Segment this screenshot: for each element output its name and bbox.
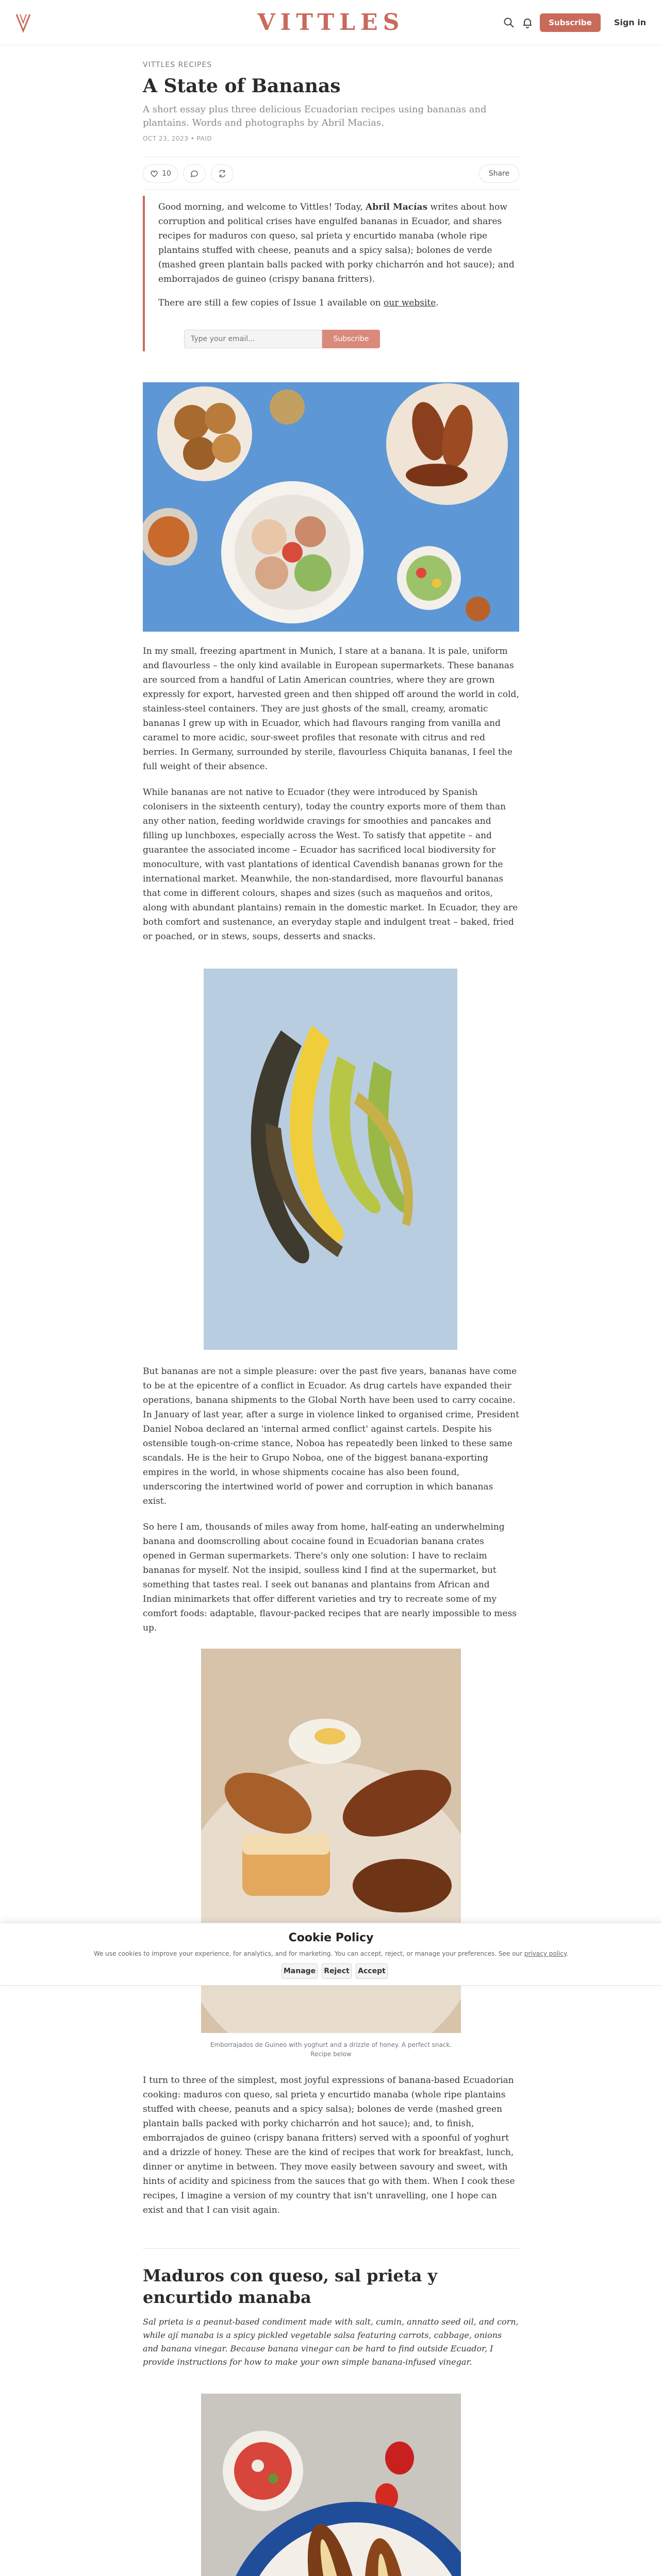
- cookie-banner: [0, 1923, 662, 1986]
- cookie-title: Cookie Policy: [288, 1931, 374, 1944]
- bananas-photo-illustration: [204, 969, 457, 1350]
- search-icon[interactable]: [503, 16, 515, 29]
- brand-wordmark[interactable]: VITTLES: [257, 9, 405, 36]
- post-date: OCT 23, 2023 • PAID: [143, 135, 212, 142]
- body-paragraph-5: I turn to three of the simplest, most joyful expressions of banana-based Ecuadorian cooking: maduros con queso, sal prieta y encurtido manaba (whole ripe plantains stuffed with cheese, peanuts and a spicy salsa); bolones de verde (mashed green plantain balls packed with porky chicharrón and hot sauce); and, to finish, emborrajados de guineo (crispy banana fritters) served with a spoonful of yoghurt and a drizzle of honey. These are the kind of recipes that work for breakfast, lunch, dinner or anytime in between. They move easily between savoury and sweet, with hints of acidity and spiciness from the sauces that go with them. When I cook these recipes, I imagine a version of my country that isn't unravelling, one I hope can exist and that I can visit again.: [143, 2075, 515, 2215]
- form-subscribe-button[interactable]: Subscribe: [322, 330, 380, 348]
- article-body-part-3: [143, 2073, 519, 2229]
- body-paragraph-3: But bananas are not a simple pleasure: over the past five years, bananas have come to be at the epicentre of a conflict in Ecuador. As drug cartels have expanded their operations, banana shipments to the Global North have been used to carry cocaine. In January of last year, after a surge in violence linked to organised crime, President Daniel Noboa declared an 'internal armed conflict' against cartels. Despite his ostensible tough-on-crime stance, Noboa has repeatedly been linked to these same scandals. He is the heir to Grupo Noboa, one of the biggest banana-exporting empires in the world, in whose shipments cocaine has also been found, underscoring the intertwined world of power and corruption in which bananas exist.: [143, 1366, 519, 1506]
- article-body-part-1: [143, 644, 519, 955]
- article-body-part-2: [143, 1364, 519, 1647]
- hero-photo-illustration: [143, 382, 519, 632]
- like-count: 10: [162, 170, 171, 178]
- maduros-photo[interactable]: [201, 2394, 461, 2576]
- post-title: A State of Bananas: [143, 75, 341, 97]
- notifications-bell-icon[interactable]: [521, 16, 534, 29]
- email-field[interactable]: [184, 330, 322, 348]
- hero-food-photo[interactable]: [143, 382, 519, 632]
- cookie-privacy-link[interactable]: privacy policy: [524, 1950, 567, 1957]
- recipe-intro-note: Sal prieta is a peanut-based condiment made with salt, cumin, annatto seed oil, and corn, while ají manaba is a spicy pickled vegetable salsa featuring carrots, cabbage, onions and banana vinegar. Because banana vinegar can be hard to find outside Ecuador, I provide instructions for how to make your own simple banana-infused vinegar.: [143, 2317, 519, 2367]
- intro-callout: [143, 196, 519, 351]
- heart-icon: [150, 169, 159, 178]
- body-paragraph-2: While bananas are not native to Ecuador (they were introduced by Spanish colonisers in the sixteenth century), today the country exports more of them than any other nation, feeding worldwide cravings for smoothies and pancakes and filling up lunchboxes, especially across the West. To satisfy that appetite – and guarantee the associated income – Ecuador has sacrificed local biodiversity for monoculture, with vast plantations of identical Cavendish bananas grown for the international market. Meanwhile, the non-standardised, more flavourful bananas that come in different colours, shapes and sizes (such as maqueños and oritos, along with abundant plantains) remain in the domestic market. In Ecuador, they are both comfort and sustenance, an everyday staple and indulgent treat – baked, fried or poached, or in stews, soups, desserts and snacks.: [143, 787, 518, 942]
- section-divider: [143, 2248, 519, 2249]
- recipe-heading: Maduros con queso, sal prieta y encurtido manaba: [143, 2266, 438, 2307]
- top-navigation-bar: [0, 0, 662, 45]
- restack-arrows-icon: [218, 169, 227, 178]
- intro-paragraph: Good morning, and welcome to Vittles! Today, Abril Macías writes about how corruption and political crises have engulfed bananas in Ecuador, and shares recipes for maduros con queso, sal prieta y encurtido manaba (whole ripe plantains stuffed with cheese, peanuts and a spicy salsa); bolones de verde (mashed green plantain balls packed with porky chicharrón and hot sauce); and emborrajados de guineo (crispy banana fritters).: [158, 202, 515, 284]
- comment-bubble-icon: [190, 169, 199, 178]
- author-name: Abril Macías: [366, 202, 428, 212]
- issue-paragraph: There are still a few copies of Issue 1 available on our website.: [158, 298, 439, 308]
- share-label: Share: [488, 170, 510, 178]
- post-subtitle: A short essay plus three delicious Ecuadorian recipes using bananas and plantains. Words and photographs by Abril Macias.: [143, 104, 487, 128]
- header-subscribe-button[interactable]: Subscribe: [540, 13, 601, 32]
- website-link[interactable]: our website: [384, 298, 436, 308]
- publication-section-label[interactable]: VITTLES RECIPES: [143, 61, 212, 69]
- maduros-photo-illustration: [201, 2394, 461, 2576]
- body-paragraph-4: So here I am, thousands of miles away from home, half-eating an underwhelming banana and doomscrolling about cocaine found in Ecuadorian banana crates opened in German supermarkets. There's only one solution: I have to reclaim bananas for myself. Not the insipid, soulless kind I find at the supermarket, but something that tastes real. I seek out bananas and plantains from African and Indian minimarkets that offer different varieties and try to recreate some of my comfort foods: adaptable, flavour-packed recipes that are nearly impossible to mess up.: [143, 1522, 517, 1633]
- bananas-photo[interactable]: [204, 969, 457, 1350]
- body-paragraph-1: In my small, freezing apartment in Munich, I stare at a banana. It is pale, uniform and flavourless – the only kind available in European supermarkets. These bananas are sourced from a handful of Latin American countries, where they are grown expressly for export, harvested green and then shipped off around the world in cold, stainless-steel containers. They are just ghosts of the small, creamy, aromatic bananas I grew up with in Ecuador, which had flavours ranging from vanilla and caramel to more acidic, sour-sweet profiles that resonate with citrus and red berries. In Germany, surrounded by sterile, flavourless Chiquita bananas, I feel the full weight of their absence.: [143, 646, 519, 772]
- cookie-accept-button[interactable]: Accept: [356, 1963, 388, 1979]
- fritters-photo-caption: Emborrajados de Guineo with yoghurt and a drizzle of honey. A perfect snack. Recipe below: [210, 2041, 452, 2058]
- post-action-bar: [143, 157, 519, 190]
- like-button[interactable]: [143, 164, 178, 183]
- email-subscribe-form: [184, 330, 380, 348]
- cookie-reject-button[interactable]: Reject: [322, 1963, 352, 1979]
- share-button[interactable]: [479, 164, 519, 183]
- cookie-description: We use cookies to improve your experience, for analytics, and for marketing. You can accept, reject, or manage your preferences. See our privacy policy.: [93, 1950, 569, 1957]
- comment-button[interactable]: [183, 164, 206, 183]
- restack-button[interactable]: [211, 164, 234, 183]
- header-signin-button[interactable]: Sign in: [614, 18, 647, 27]
- cookie-manage-button[interactable]: Manage: [282, 1963, 318, 1979]
